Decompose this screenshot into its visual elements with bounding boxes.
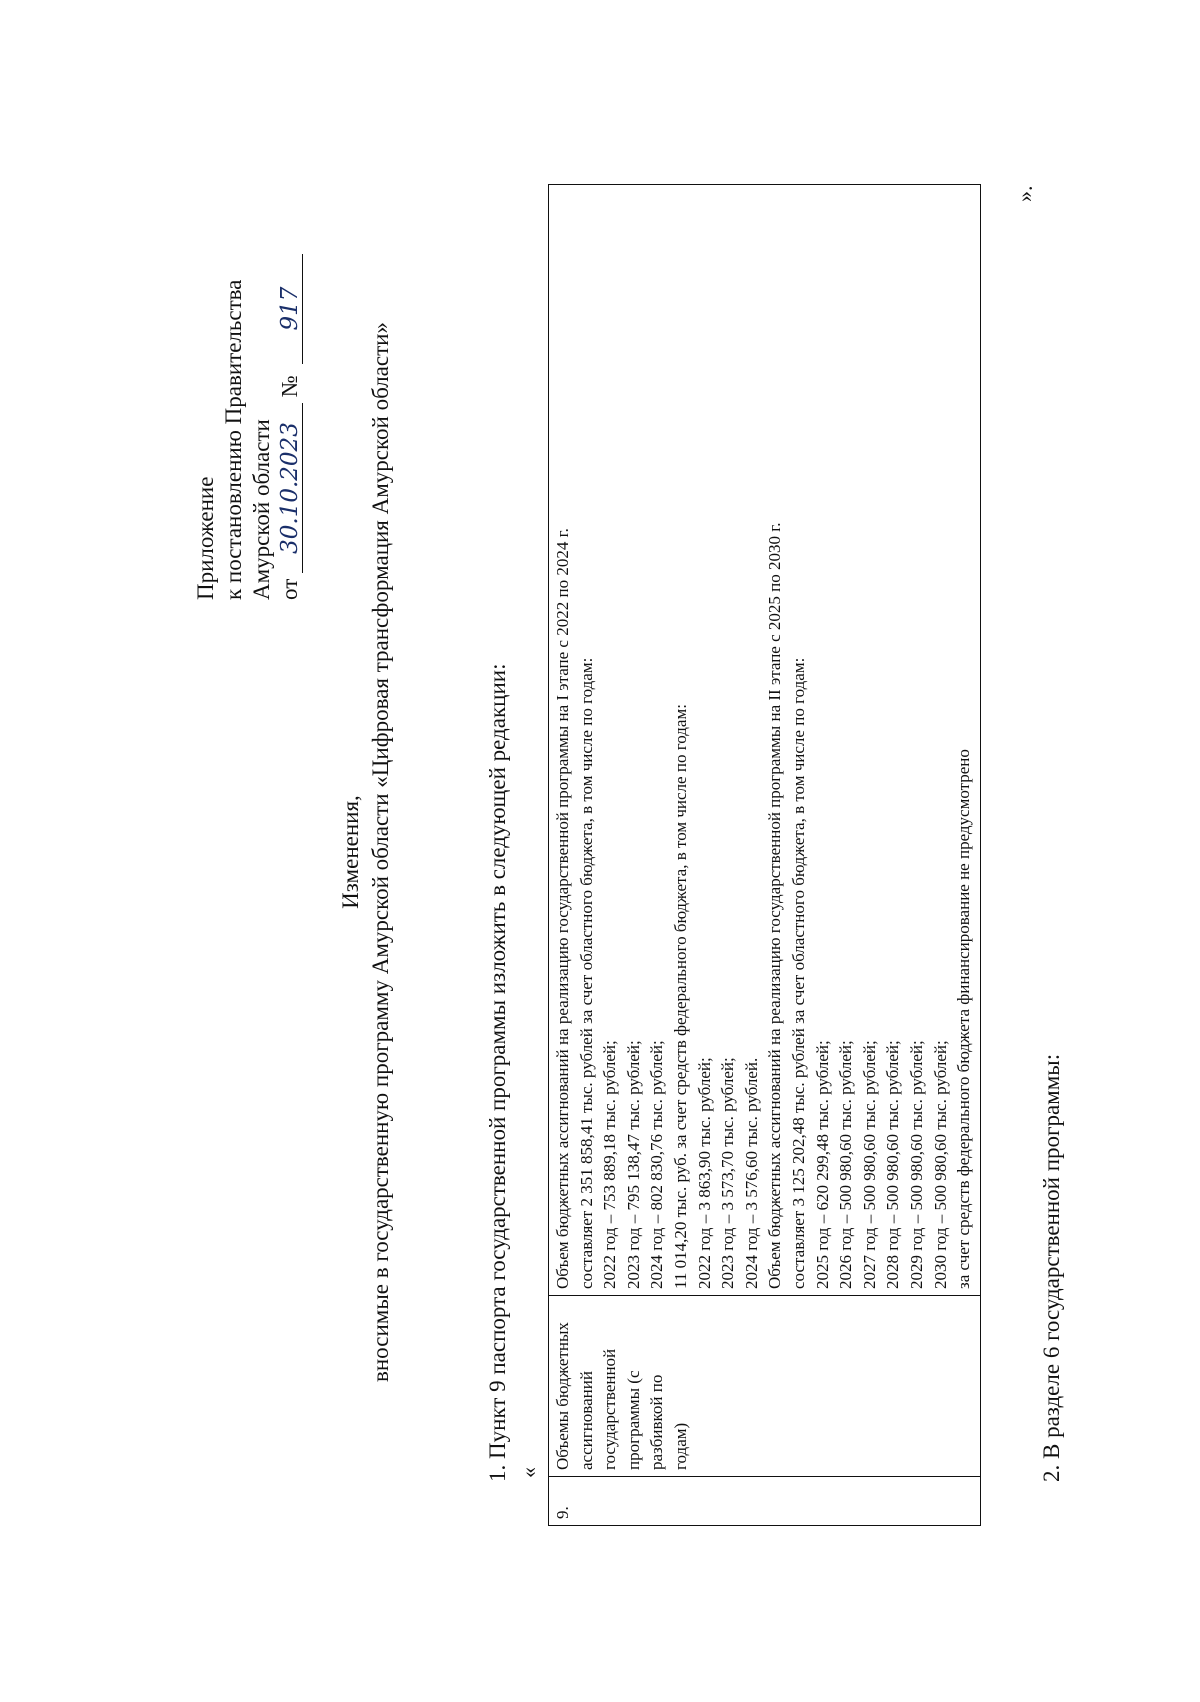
number-prefix: № <box>277 375 302 398</box>
title-line-1: Изменения, <box>338 795 363 909</box>
appendix-date-number-line <box>276 254 304 600</box>
from-prefix: от <box>277 578 302 600</box>
passport-table <box>548 184 981 1526</box>
content-line: 2022 год – 3 863,90 тыс. рублей; <box>694 1057 714 1289</box>
content-cell <box>549 185 981 1296</box>
content-line: 2023 год – 795 138,47 тыс. рублей; <box>623 1040 643 1289</box>
label-line: ассигнований <box>576 1371 596 1470</box>
table-row <box>549 185 981 1526</box>
row-number-cell: 9. <box>549 1477 981 1526</box>
content-line: 2024 год – 802 830,76 тыс. рублей; <box>647 1040 667 1289</box>
content-line: 2027 год – 500 980,60 тыс. рублей; <box>859 1040 879 1289</box>
label-line: Объемы бюджетных <box>553 1322 572 1470</box>
content-line: 11 014,20 тыс. руб. за счет средств федерального бюджета, в том числе по годам: <box>670 704 690 1289</box>
content-line: 2028 год – 500 980,60 тыс. рублей; <box>883 1040 903 1289</box>
appendix-decree-line: к постановлению Правительства <box>221 279 246 600</box>
label-line: государственной <box>600 1348 620 1470</box>
appendix-region-line: Амурской области <box>249 419 274 600</box>
item-1-text: 1. Пункт 9 паспорта государственной программы изложить в следующей редакции: <box>485 663 510 1482</box>
appendix-block <box>192 254 304 600</box>
label-line: программы (с разбивкой по <box>623 1370 667 1470</box>
title-line-2: вносимые в государственную программу Амурской области «Цифровая трансформация Амурской области» <box>368 322 393 1382</box>
closing-quote: ». <box>1012 185 1037 202</box>
label-line: годам) <box>670 1422 690 1470</box>
handwritten-number: 917 <box>276 254 303 364</box>
appendix-title: Приложение <box>193 476 218 600</box>
content-line: составляет 3 125 202,48 тыс. рублей за счет областного бюджета, в том числе по годам: <box>788 657 808 1289</box>
content-line: 2022 год – 753 889,18 тыс. рублей; <box>600 1040 620 1289</box>
label-cell <box>549 1296 981 1477</box>
item-2-text: 2. В разделе 6 государственной программы: <box>1039 1053 1064 1482</box>
content-line: 2024 год – 3 576,60 тыс. рублей. <box>741 1057 761 1289</box>
content-line: 2023 год – 3 573,70 тыс. рублей; <box>718 1057 738 1289</box>
content-line: Объем бюджетных ассигнований на реализацию государственной программы на I этапе с 2022 по 2024 г. <box>553 528 572 1289</box>
document-title <box>336 152 395 1552</box>
opening-quote: « <box>516 1467 541 1478</box>
content-line: 2029 год – 500 980,60 тыс. рублей; <box>906 1040 926 1289</box>
handwritten-date: 30.10.2023 <box>276 403 303 573</box>
content-line: 2026 год – 500 980,60 тыс. рублей; <box>836 1040 856 1289</box>
content-line: 2030 год – 500 980,60 тыс. рублей; <box>930 1040 950 1289</box>
content-line: 2025 год – 620 299,48 тыс. рублей; <box>812 1040 832 1289</box>
content-line: Объем бюджетных ассигнований на реализацию государственной программы на II этапе с 2025 по 2030 г. <box>765 522 785 1289</box>
content-line: составляет 2 351 858,41 тыс. рублей за счет областного бюджета, в том числе по годам: <box>576 657 596 1289</box>
content-line: за счет средств федерального бюджета финансирование не предусмотрено <box>954 749 974 1289</box>
